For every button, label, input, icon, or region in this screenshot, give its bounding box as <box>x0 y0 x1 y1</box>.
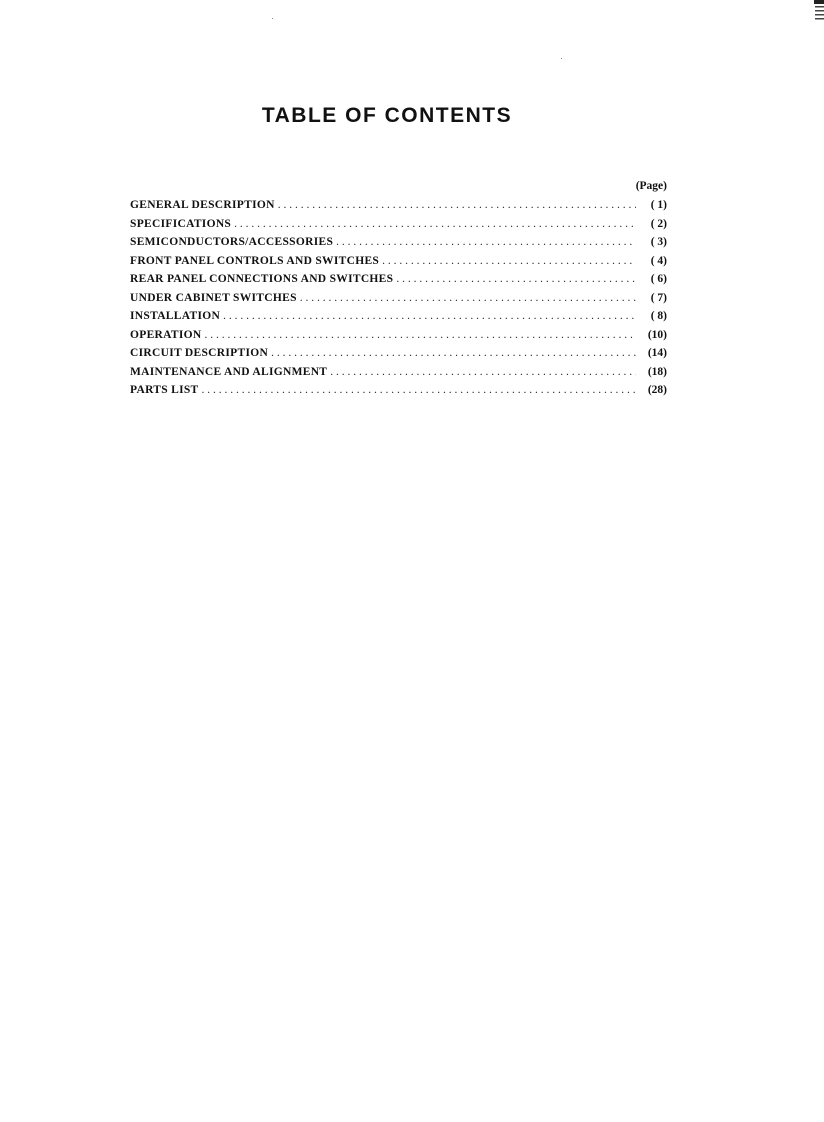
toc-entry-page: (14) <box>647 347 667 359</box>
dot-leader <box>205 329 637 341</box>
dot-leader <box>330 366 636 378</box>
toc-entry <box>130 310 667 329</box>
dot-leader <box>278 199 636 211</box>
toc-entry <box>130 292 667 311</box>
dot-leader <box>271 347 636 359</box>
dot-leader <box>223 310 636 322</box>
toc-entry-label: UNDER CABINET SWITCHES <box>130 291 297 304</box>
toc-entry-label: GENERAL DESCRIPTION <box>130 199 275 211</box>
toc-entry-page: ( 3) <box>650 236 667 248</box>
toc-entry <box>130 329 667 348</box>
dot-leader <box>202 384 636 396</box>
dot-leader <box>336 236 636 248</box>
toc-entry <box>130 347 667 366</box>
toc-entry-label: MAINTENANCE AND ALIGNMENT <box>130 365 328 378</box>
scan-edge-mark <box>812 0 824 22</box>
toc-entry-page: ( 4) <box>650 254 667 267</box>
dot-leader <box>234 218 636 230</box>
toc-entry-page: ( 1) <box>650 199 667 211</box>
toc-entry <box>130 366 667 385</box>
toc-entry-label: CIRCUIT DESCRIPTION <box>130 347 269 359</box>
toc-entry <box>130 218 667 237</box>
table-of-contents <box>130 199 667 403</box>
toc-entry-label: REAR PANEL CONNECTIONS AND SWITCHES <box>130 273 394 285</box>
toc-entry-label: INSTALLATION <box>130 310 221 322</box>
dot-leader <box>300 292 636 304</box>
dot-leader <box>382 255 636 267</box>
toc-entry <box>130 236 667 255</box>
toc-entry-label: PARTS LIST <box>130 384 199 396</box>
toc-entry <box>130 384 667 403</box>
toc-entry-page: (18) <box>647 365 667 378</box>
toc-entry-label: SEMICONDUCTORS/ACCESSORIES <box>130 236 334 248</box>
toc-entry-page: ( 8) <box>650 310 667 322</box>
dot-leader <box>396 273 636 285</box>
toc-entry <box>130 273 667 292</box>
toc-entry-page: (28) <box>647 384 667 396</box>
toc-entry <box>130 255 667 274</box>
toc-entry-label: OPERATION <box>130 328 202 341</box>
scan-speck <box>561 58 562 59</box>
page-title: TABLE OF CONTENTS <box>261 104 513 127</box>
toc-entry-label: FRONT PANEL CONTROLS AND SWITCHES <box>130 254 380 267</box>
toc-entry-page: (10) <box>647 328 667 341</box>
toc-entry-page: ( 6) <box>650 273 667 285</box>
toc-entry-page: ( 2) <box>650 217 667 230</box>
toc-entry-page: ( 7) <box>650 291 667 304</box>
toc-entry-label: SPECIFICATIONS <box>130 217 232 230</box>
page-column-header: (Page) <box>635 180 667 192</box>
toc-entry <box>130 199 667 218</box>
scan-speck <box>272 18 273 19</box>
